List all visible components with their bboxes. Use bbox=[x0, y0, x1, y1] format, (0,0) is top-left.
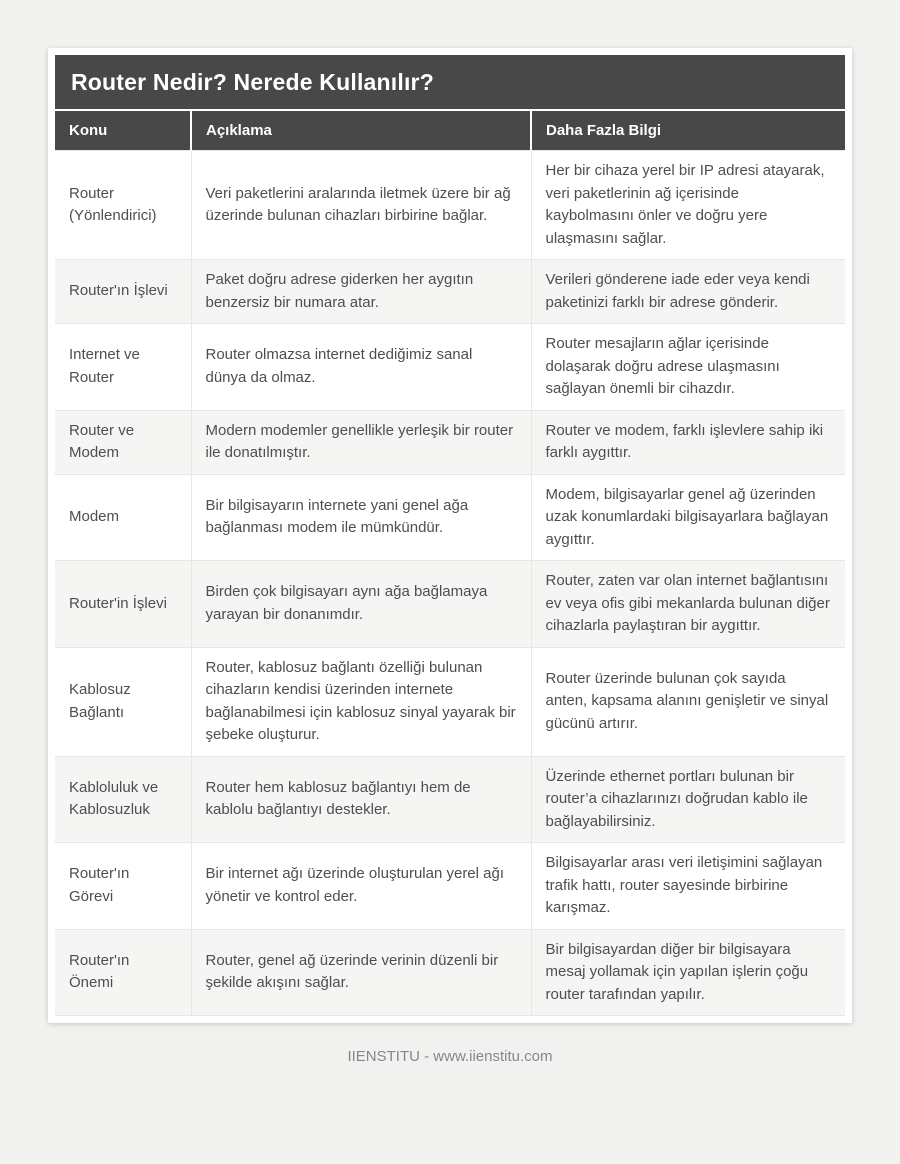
description-cell: Bir internet ağı üzerinde oluşturulan yerel ağı yönetir ve kontrol eder. bbox=[191, 843, 531, 930]
router-info-table bbox=[55, 111, 845, 1016]
more-info-cell: Router, zaten var olan internet bağlantısını ev veya ofis gibi mekanlarda bulunan diğer cihazlarla paylaştıran bir aygıttır. bbox=[531, 561, 845, 648]
description-cell: Modern modemler genellikle yerleşik bir router ile donatılmıştır. bbox=[191, 410, 531, 474]
topic-cell: Router'ın Önemi bbox=[55, 929, 191, 1016]
table-row bbox=[55, 647, 845, 756]
description-cell: Veri paketlerini aralarında iletmek üzere bir ağ üzerinde bulunan cihazları birbirine bağlar. bbox=[191, 151, 531, 260]
description-cell: Router, kablosuz bağlantı özelliği bulunan cihazların kendisi üzerinden internete bağlanabilmesi için kablosuz sinyal yayarak bir şebeke oluşturur. bbox=[191, 647, 531, 756]
table-row bbox=[55, 324, 845, 411]
description-cell: Router, genel ağ üzerinde verinin düzenli bir şekilde akışını sağlar. bbox=[191, 929, 531, 1016]
table-row bbox=[55, 843, 845, 930]
topic-cell: Router ve Modem bbox=[55, 410, 191, 474]
description-cell: Birden çok bilgisayarı aynı ağa bağlamaya yarayan bir donanımdır. bbox=[191, 561, 531, 648]
more-info-cell: Üzerinde ethernet portları bulunan bir router’a cihazlarınızı doğrudan kablo ile bağlayabilirsiniz. bbox=[531, 756, 845, 843]
table-row bbox=[55, 410, 845, 474]
more-info-cell: Router ve modem, farklı işlevlere sahip iki farklı aygıttır. bbox=[531, 410, 845, 474]
table-row bbox=[55, 561, 845, 648]
topic-cell: Router'in İşlevi bbox=[55, 561, 191, 648]
title-bar bbox=[55, 55, 845, 109]
table-row bbox=[55, 756, 845, 843]
topic-cell: Router'ın İşlevi bbox=[55, 260, 191, 324]
table-row bbox=[55, 151, 845, 260]
topic-cell: Router'ın Görevi bbox=[55, 843, 191, 930]
table-header bbox=[55, 111, 845, 151]
more-info-cell: Bilgisayarlar arası veri iletişimini sağlayan trafik hattı, router sayesinde birbirine karışmaz. bbox=[531, 843, 845, 930]
topic-cell: Router (Yönlendirici) bbox=[55, 151, 191, 260]
more-info-cell: Modem, bilgisayarlar genel ağ üzerinden uzak konumlardaki bilgisayarlara bağlayan aygıttır. bbox=[531, 474, 845, 561]
description-cell: Router hem kablosuz bağlantıyı hem de kablolu bağlantıyı destekler. bbox=[191, 756, 531, 843]
description-cell: Paket doğru adrese giderken her aygıtın benzersiz bir numara atar. bbox=[191, 260, 531, 324]
column-header-konu: Konu bbox=[55, 111, 191, 151]
column-header-aciklama: Açıklama bbox=[191, 111, 531, 151]
table-row bbox=[55, 929, 845, 1016]
footer-credit: IIENSTITU - www.iienstitu.com bbox=[347, 1048, 553, 1065]
more-info-cell: Router mesajların ağlar içerisinde dolaşarak doğru adrese ulaşmasını sağlayan önemli bir cihazdır. bbox=[531, 324, 845, 411]
more-info-cell: Router üzerinde bulunan çok sayıda anten, kapsama alanını genişletir ve sinyal gücünü artırır. bbox=[531, 647, 845, 756]
table-row bbox=[55, 260, 845, 324]
table-body bbox=[55, 151, 845, 1016]
description-cell: Router olmazsa internet dediğimiz sanal dünya da olmaz. bbox=[191, 324, 531, 411]
description-cell: Bir bilgisayarın internete yani genel ağa bağlanması modem ile mümkündür. bbox=[191, 474, 531, 561]
header-row bbox=[55, 111, 845, 151]
topic-cell: Kabloluluk ve Kablosuzluk bbox=[55, 756, 191, 843]
column-header-daha-fazla-bilgi: Daha Fazla Bilgi bbox=[531, 111, 845, 151]
more-info-cell: Her bir cihaza yerel bir IP adresi atayarak, veri paketlerinin ağ içerisinde kaybolmasını önler ve doğru yere ulaşmasını sağlar. bbox=[531, 151, 845, 260]
content-card bbox=[48, 48, 852, 1023]
topic-cell: Kablosuz Bağlantı bbox=[55, 647, 191, 756]
more-info-cell: Verileri gönderene iade eder veya kendi paketinizi farklı bir adrese gönderir. bbox=[531, 260, 845, 324]
topic-cell: Internet ve Router bbox=[55, 324, 191, 411]
page-title: Router Nedir? Nerede Kullanılır? bbox=[71, 68, 434, 95]
table-row bbox=[55, 474, 845, 561]
topic-cell: Modem bbox=[55, 474, 191, 561]
more-info-cell: Bir bilgisayardan diğer bir bilgisayara mesaj yollamak için yapılan işlerin çoğu router tarafından yapılır. bbox=[531, 929, 845, 1016]
